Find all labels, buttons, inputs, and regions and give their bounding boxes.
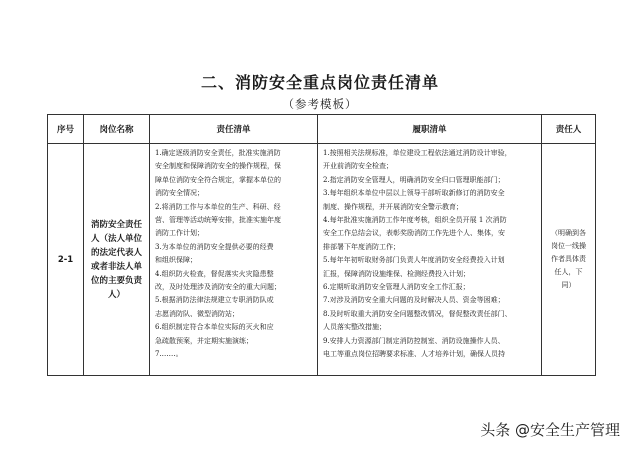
- duty-line: 安全制度和保障消防安全的操作规程，保: [155, 162, 281, 171]
- duty-line: 4.组织防火检查，督促落实火灾隐患整: [155, 269, 274, 278]
- row-seq: 2-1: [48, 144, 84, 376]
- row-performance: [318, 144, 542, 376]
- duty-line: 5.根据消防法律法规建立专职消防队或: [155, 296, 274, 305]
- performance-line: 安全工作总结会议，表彰奖励消防工作先进个人、集体，安: [323, 229, 505, 238]
- performance-line: 人员落实整改措施；: [323, 323, 386, 332]
- table-header-row: [48, 115, 596, 144]
- duty-line: 7.……。: [155, 350, 183, 359]
- table-row: [48, 144, 596, 376]
- responsibility-table: [47, 114, 596, 376]
- header-performance: 履职清单: [318, 115, 542, 144]
- row-post: 消防安全责任人（法人单位的法定代表人或者非法人单位的主要负责人）: [84, 144, 150, 376]
- performance-line: 制度、操作规程，并开展消防安全警示教育；: [323, 202, 463, 211]
- page-title: 二、消防安全重点岗位责任清单: [200, 73, 439, 92]
- row-person: （明确到各岗位一线操作者具体责任人，下同）: [542, 144, 596, 376]
- performance-line: 8.及时听取重大消防安全问题整改情况，督促整改责任部门、: [323, 309, 512, 318]
- performance-line: 排部署下年度消防工作；: [323, 242, 400, 251]
- performance-line: 7.对涉及消防安全重大问题的及时解决人员、资金等困难；: [323, 296, 505, 305]
- performance-line: 2.指定消防安全管理人，明确消防安全归口管理职能部门；: [323, 175, 505, 184]
- duty-line: 急疏散预案，并定期实施演练；: [155, 336, 253, 345]
- header-seq: 序号: [48, 115, 84, 144]
- performance-line: 汇报，保障消防设施维保、检测经费投入计划；: [323, 269, 470, 278]
- duty-line: 2.将消防工作与本单位的生产、科研、经: [155, 202, 281, 211]
- page-subtitle: （参考模板）: [282, 97, 358, 111]
- duty-line: 障单位消防安全符合规定，掌握本单位的: [155, 175, 281, 184]
- duty-line: 营、管理等活动统筹安排，批准实施年度: [155, 216, 281, 225]
- duty-line: 3.为本单位的消防安全提供必要的经费: [155, 242, 274, 251]
- performance-line: 电工等重点岗位招聘要求标准、人才培养计划，确保人员持: [323, 350, 505, 359]
- performance-line: 1.按照相关法规标准，单位建设工程依法通过消防设计审验，: [323, 149, 512, 157]
- header-duties: 责任清单: [150, 115, 318, 144]
- duty-line: 消防安全情况；: [155, 189, 204, 198]
- performance-line: 3.每年组织本单位中层以上领导干部听取新修订的消防安全: [323, 189, 505, 198]
- source-watermark: 头条 @安全生产管理: [480, 421, 620, 439]
- duty-line: 6.组织制定符合本单位实际的灭火和应: [155, 323, 274, 332]
- header-person: 责任人: [542, 115, 596, 144]
- performance-line: 5.每年年初听取财务部门负责人年度消防安全经费投入计划: [323, 256, 505, 265]
- row-duties: [150, 144, 318, 376]
- performance-line: 9.安排人力资源部门制定消防控制室、消防设施操作人员、: [323, 336, 505, 345]
- duty-line: 和组织保障；: [155, 256, 197, 265]
- performance-line: 6.定期听取消防安全管理人消防安全工作汇报；: [323, 283, 470, 292]
- duty-line: 志愿消防队、微型消防站；: [155, 309, 239, 318]
- duty-line: 1.确定逐级消防安全责任，批准实施消防: [155, 149, 281, 157]
- performance-line: 开业前消防安全检查；: [323, 162, 393, 171]
- duty-line: 改，及时处理涉及消防安全的重大问题；: [155, 283, 281, 292]
- header-post: 岗位名称: [84, 115, 150, 144]
- performance-line: 4.每年批准实施消防工作年度考核，组织全员开展 1 次消防: [323, 216, 507, 225]
- duty-line: 消防工作计划；: [155, 229, 204, 238]
